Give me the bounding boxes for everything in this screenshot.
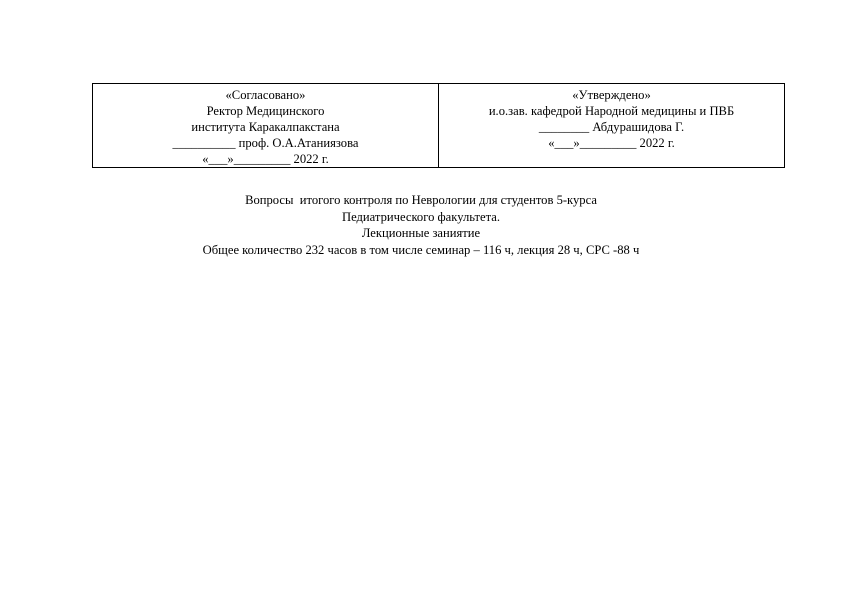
approval-row xyxy=(93,84,785,168)
approved-cell xyxy=(439,84,785,168)
agreed-date-line: «___»_________ 2022 г. xyxy=(202,152,329,166)
heading-hours-summary: Общее количество 232 часов в том числе семинар – 116 ч, лекция 28 ч, СРС -88 ч xyxy=(202,242,640,257)
agreed-title: «Согласовано» xyxy=(225,88,306,102)
document-heading xyxy=(0,192,842,258)
approved-position: и.о.зав. кафедрой Народной медицины и ПВБ xyxy=(488,104,735,118)
agreed-position: Ректор Медицинского xyxy=(206,104,325,118)
agreed-signature-line: __________ проф. О.А.Атаниязова xyxy=(172,136,359,150)
heading-lesson-type: Лекционные заниятие xyxy=(361,226,481,240)
agreed-institution: института Каракалпакстана xyxy=(191,120,340,134)
approved-date-line: «___»_________ 2022 г. xyxy=(548,136,675,150)
heading-faculty: Педиатрического факультета. xyxy=(342,209,500,224)
agreed-cell xyxy=(93,84,439,168)
approved-title: «Утверждено» xyxy=(572,88,651,102)
approval-table xyxy=(92,83,785,168)
heading-title: Вопросы итогого контроля по Неврологии для студентов 5-курса xyxy=(245,193,597,207)
approved-signature-line: ________ Абдурашидова Г. xyxy=(538,120,685,134)
